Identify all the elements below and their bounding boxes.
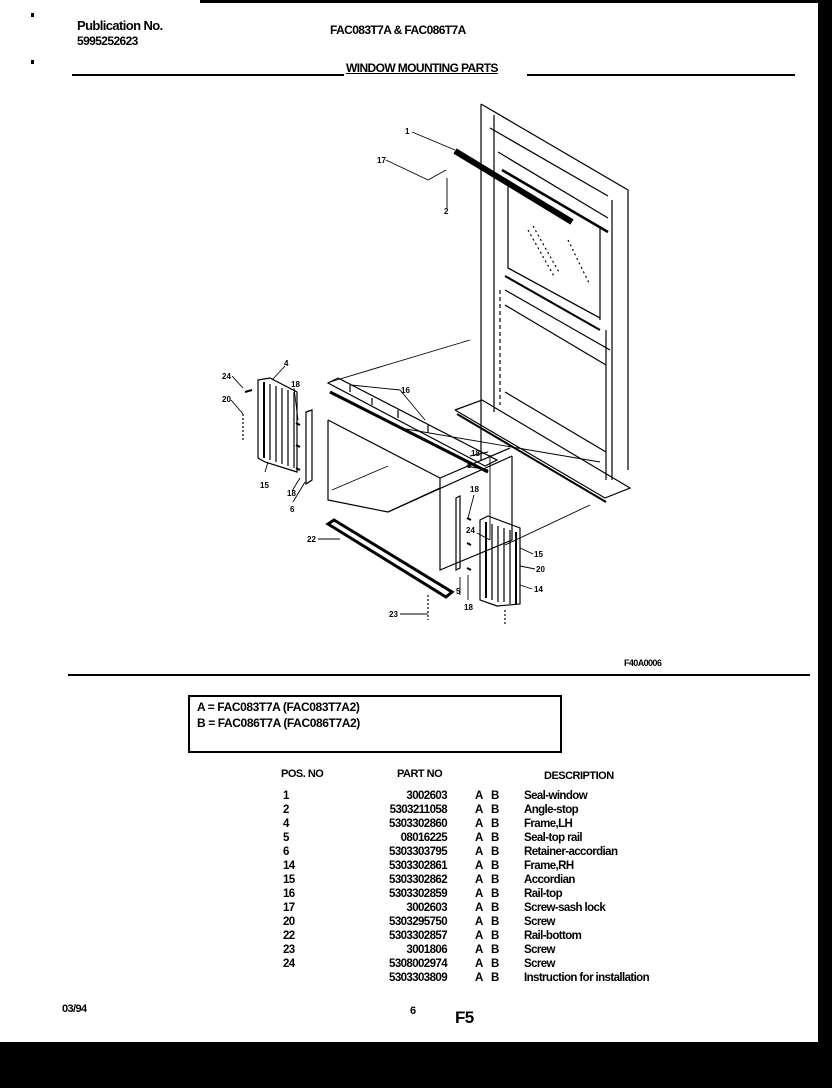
model-b-flag: B	[491, 860, 499, 872]
model-b-flag: B	[491, 874, 499, 886]
model-a-flag: A	[475, 902, 483, 914]
description: Screw	[524, 916, 555, 928]
description: Frame,RH	[524, 860, 574, 872]
part-no: 5303295750	[389, 916, 447, 928]
table-row	[0, 972, 832, 986]
svg-text:18: 18	[287, 489, 296, 498]
description: Retainer-accordian	[524, 846, 618, 858]
pos-no: 24	[283, 958, 295, 970]
model-b-flag: B	[491, 972, 499, 984]
description: Screw	[524, 944, 555, 956]
table-row	[0, 944, 832, 958]
revision-date: 03/94	[62, 1003, 87, 1015]
description: Seal-top rail	[524, 832, 583, 844]
description: Accordian	[524, 874, 575, 886]
table-row	[0, 818, 832, 832]
model-b-flag: B	[491, 944, 499, 956]
scan-speck	[31, 60, 34, 64]
pos-no: 4	[283, 818, 289, 830]
model-a-flag: A	[475, 790, 483, 802]
scan-speck	[31, 13, 34, 17]
model-a-flag: A	[475, 818, 483, 830]
svg-text:2: 2	[444, 207, 449, 216]
scan-border-bottom	[0, 1042, 832, 1088]
svg-text:24: 24	[466, 526, 475, 535]
description: Rail-top	[524, 888, 562, 900]
header-rule-right	[527, 74, 795, 76]
model-a-flag: A	[475, 958, 483, 970]
table-row	[0, 832, 832, 846]
header-rule-left	[72, 74, 344, 76]
description: Seal-window	[524, 790, 588, 802]
svg-text:1: 1	[405, 127, 410, 136]
model-a-flag: A	[475, 846, 483, 858]
part-no: 08016225	[400, 832, 447, 844]
table-row	[0, 930, 832, 944]
table-row	[0, 790, 832, 804]
header-description: DESCRIPTION	[544, 770, 614, 782]
pos-no: 14	[283, 860, 295, 872]
model-a-flag: A	[475, 930, 483, 942]
svg-text:20: 20	[536, 565, 545, 574]
svg-text:23: 23	[389, 610, 398, 619]
diagram-separator-rule	[68, 674, 810, 676]
model-b-flag: B	[491, 930, 499, 942]
model-b-flag: B	[491, 888, 499, 900]
pos-no: 16	[283, 888, 295, 900]
svg-text:20: 20	[222, 395, 231, 404]
pos-no: 17	[283, 902, 295, 914]
table-row	[0, 888, 832, 902]
section-code: F5	[455, 1008, 474, 1027]
part-no: 5303302859	[389, 888, 447, 900]
svg-text:24: 24	[222, 372, 231, 381]
part-no: 5303211058	[389, 804, 447, 816]
svg-text:5: 5	[467, 461, 472, 470]
part-no: 5303303809	[389, 972, 447, 984]
page-number: 6	[410, 1005, 416, 1017]
part-no: 5303302862	[389, 874, 447, 886]
description: Screw-sash lock	[524, 902, 606, 914]
description: Instruction for installation	[524, 972, 650, 984]
model-b-flag: B	[491, 832, 499, 844]
model-legend-box	[188, 695, 562, 753]
model-numbers: FAC083T7A & FAC086T7A	[330, 23, 466, 37]
svg-text:6: 6	[290, 505, 295, 514]
model-a-flag: A	[475, 860, 483, 872]
part-no: 5303302860	[389, 818, 447, 830]
model-a-flag: A	[475, 972, 483, 984]
publication-label: Publication No.	[77, 18, 163, 33]
pos-no: 20	[283, 916, 295, 928]
svg-text:18: 18	[291, 380, 300, 389]
model-b-flag: B	[491, 790, 499, 802]
callout-leaders	[231, 132, 535, 614]
table-row	[0, 860, 832, 874]
model-b-flag: B	[491, 804, 499, 816]
header-pos-no: POS. NO	[281, 768, 324, 780]
svg-text:18: 18	[471, 449, 480, 458]
scan-border-top	[200, 0, 832, 3]
model-b-flag: B	[491, 958, 499, 970]
svg-text:14: 14	[534, 585, 543, 594]
model-b-flag: B	[491, 916, 499, 928]
part-no: 5308002974	[389, 958, 447, 970]
legend-line-b: B = FAC086T7A (FAC086T7A2)	[197, 716, 360, 730]
model-a-flag: A	[475, 874, 483, 886]
publication-number: 5995252623	[77, 34, 138, 48]
svg-text:18: 18	[464, 603, 473, 612]
table-row	[0, 804, 832, 818]
table-row	[0, 958, 832, 972]
table-row	[0, 902, 832, 916]
pos-no: 5	[283, 832, 289, 844]
svg-text:18: 18	[470, 485, 479, 494]
pos-no: 22	[283, 930, 295, 942]
header-part-no: PART NO	[397, 768, 443, 780]
table-row	[0, 874, 832, 888]
description: Rail-bottom	[524, 930, 582, 942]
model-a-flag: A	[475, 832, 483, 844]
model-a-flag: A	[475, 944, 483, 956]
svg-text:16: 16	[401, 386, 410, 395]
svg-text:15: 15	[260, 481, 269, 490]
part-no: 3002603	[406, 790, 447, 802]
bottom-rail-illustration	[328, 520, 452, 620]
window-frame-illustration	[455, 104, 630, 502]
pos-no: 15	[283, 874, 295, 886]
svg-text:22: 22	[307, 535, 316, 544]
pos-no: 1	[283, 790, 289, 802]
svg-text:4: 4	[284, 359, 289, 368]
pos-no: 6	[283, 846, 289, 858]
svg-text:17: 17	[377, 156, 386, 165]
model-b-flag: B	[491, 846, 499, 858]
model-a-flag: A	[475, 916, 483, 928]
legend-line-a: A = FAC083T7A (FAC083T7A2)	[197, 700, 360, 714]
part-no: 3001806	[406, 944, 447, 956]
section-title: WINDOW MOUNTING PARTS	[346, 61, 498, 75]
table-row	[0, 846, 832, 860]
part-no: 5303303795	[389, 846, 447, 858]
exploded-parts-diagram	[200, 90, 660, 640]
part-no: 3002603	[406, 902, 447, 914]
table-row	[0, 916, 832, 930]
description: Frame,LH	[524, 818, 573, 830]
model-b-flag: B	[491, 902, 499, 914]
model-b-flag: B	[491, 818, 499, 830]
pos-no: 23	[283, 944, 295, 956]
part-no: 5303302857	[389, 930, 447, 942]
svg-text:15: 15	[534, 550, 543, 559]
left-accordion-illustration	[243, 378, 312, 484]
model-a-flag: A	[475, 888, 483, 900]
part-no: 5303302861	[389, 860, 447, 872]
description: Angle-stop	[524, 804, 579, 816]
pos-no: 2	[283, 804, 289, 816]
svg-text:5: 5	[456, 587, 461, 596]
description: Screw	[524, 958, 555, 970]
figure-id: F40A0006	[624, 658, 662, 668]
model-a-flag: A	[475, 804, 483, 816]
